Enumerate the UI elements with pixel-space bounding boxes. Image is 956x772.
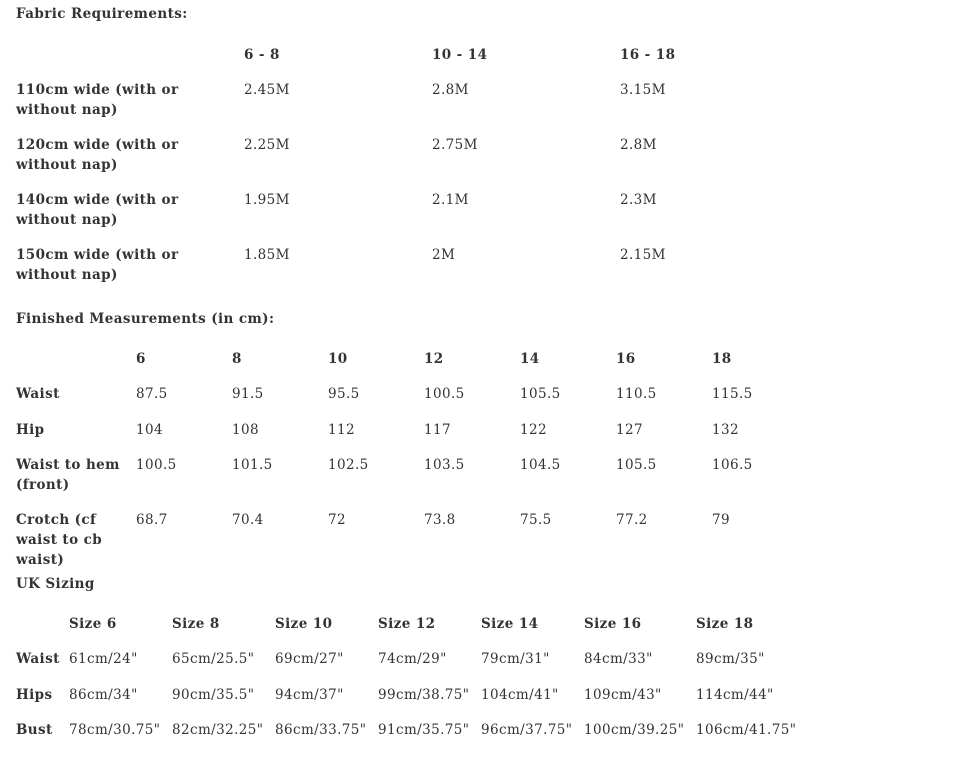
- finished-col-header: 6: [136, 351, 146, 367]
- finished-col-header: 14: [520, 351, 540, 367]
- fabric-cell: 2M: [432, 247, 456, 263]
- finished-cell: 68.7: [136, 512, 168, 528]
- fabric-heading: Fabric Requirements:: [16, 6, 188, 22]
- finished-row-label: Waist to hem (front): [16, 457, 120, 493]
- uk-col-header: Size 12: [378, 616, 436, 632]
- fabric-cell: 2.45M: [244, 82, 290, 98]
- fabric-cell: 2.3M: [620, 192, 657, 208]
- uk-col-header: Size 14: [481, 616, 539, 632]
- uk-cell: 104cm/41": [481, 687, 559, 703]
- finished-cell: 132: [712, 422, 739, 438]
- uk-col-header: Size 18: [696, 616, 754, 632]
- uk-cell: 61cm/24": [69, 651, 138, 667]
- finished-cell: 91.5: [232, 386, 264, 402]
- finished-cell: 115.5: [712, 386, 753, 402]
- finished-cell: 100.5: [424, 386, 465, 402]
- uk-cell: 91cm/35.75": [378, 722, 470, 738]
- finished-cell: 102.5: [328, 457, 369, 473]
- fabric-row-label: 120cm wide (with or without nap): [16, 137, 179, 173]
- fabric-cell: 3.15M: [620, 82, 666, 98]
- uk-cell: 114cm/44": [696, 687, 774, 703]
- uk-cell: 89cm/35": [696, 651, 765, 667]
- finished-cell: 77.2: [616, 512, 648, 528]
- finished-cell: 105.5: [520, 386, 561, 402]
- finished-cell: 110.5: [616, 386, 657, 402]
- uk-col-header: Size 8: [172, 616, 220, 632]
- uk-cell: 90cm/35.5": [172, 687, 255, 703]
- finished-cell: 87.5: [136, 386, 168, 402]
- finished-cell: 95.5: [328, 386, 360, 402]
- fabric-row-label: 150cm wide (with or without nap): [16, 247, 179, 283]
- finished-cell: 75.5: [520, 512, 552, 528]
- uk-cell: 79cm/31": [481, 651, 550, 667]
- finished-row-label: Waist: [16, 386, 60, 402]
- finished-cell: 79: [712, 512, 730, 528]
- finished-col-header: 18: [712, 351, 732, 367]
- fabric-row-label: 140cm wide (with or without nap): [16, 192, 179, 228]
- finished-col-header: 10: [328, 351, 348, 367]
- finished-cell: 112: [328, 422, 355, 438]
- fabric-cell: 1.85M: [244, 247, 290, 263]
- finished-cell: 122: [520, 422, 547, 438]
- uk-cell: 100cm/39.25": [584, 722, 685, 738]
- uk-cell: 94cm/37": [275, 687, 344, 703]
- uk-cell: 84cm/33": [584, 651, 653, 667]
- fabric-cell: 2.15M: [620, 247, 666, 263]
- uk-cell: 96cm/37.75": [481, 722, 573, 738]
- uk-row-label: Hips: [16, 687, 53, 703]
- finished-cell: 73.8: [424, 512, 456, 528]
- finished-cell: 70.4: [232, 512, 264, 528]
- finished-cell: 106.5: [712, 457, 753, 473]
- fabric-cell: 2.25M: [244, 137, 290, 153]
- uk-col-header: Size 16: [584, 616, 642, 632]
- finished-cell: 100.5: [136, 457, 177, 473]
- finished-row-label: Crotch (cf waist to cb waist): [16, 512, 103, 568]
- fabric-col-header: 10 - 14: [432, 47, 488, 63]
- uk-row-label: Waist: [16, 651, 60, 667]
- finished-col-header: 12: [424, 351, 444, 367]
- finished-cell: 103.5: [424, 457, 465, 473]
- uk-cell: 82cm/32.25": [172, 722, 264, 738]
- uk-cell: 86cm/34": [69, 687, 138, 703]
- finished-cell: 72: [328, 512, 346, 528]
- fabric-cell: 2.8M: [620, 137, 657, 153]
- finished-col-header: 8: [232, 351, 242, 367]
- fabric-row-label: 110cm wide (with or without nap): [16, 82, 179, 118]
- uk-col-header: Size 6: [69, 616, 117, 632]
- fabric-cell: 1.95M: [244, 192, 290, 208]
- finished-col-header: 16: [616, 351, 636, 367]
- uk-col-header: Size 10: [275, 616, 333, 632]
- uk-cell: 106cm/41.75": [696, 722, 797, 738]
- fabric-col-header: 16 - 18: [620, 47, 676, 63]
- fabric-cell: 2.1M: [432, 192, 469, 208]
- uk-cell: 78cm/30.75": [69, 722, 161, 738]
- finished-row-label: Hip: [16, 422, 45, 438]
- fabric-col-header: 6 - 8: [244, 47, 280, 63]
- fabric-cell: 2.8M: [432, 82, 469, 98]
- uk-cell: 65cm/25.5": [172, 651, 255, 667]
- finished-cell: 127: [616, 422, 643, 438]
- uk-heading: UK Sizing: [16, 576, 95, 592]
- uk-cell: 69cm/27": [275, 651, 344, 667]
- finished-heading: Finished Measurements (in cm):: [16, 311, 275, 327]
- fabric-cell: 2.75M: [432, 137, 478, 153]
- finished-cell: 108: [232, 422, 259, 438]
- finished-cell: 101.5: [232, 457, 273, 473]
- finished-cell: 104: [136, 422, 163, 438]
- uk-cell: 86cm/33.75": [275, 722, 367, 738]
- uk-cell: 109cm/43": [584, 687, 662, 703]
- finished-cell: 117: [424, 422, 451, 438]
- finished-cell: 104.5: [520, 457, 561, 473]
- uk-cell: 74cm/29": [378, 651, 447, 667]
- uk-row-label: Bust: [16, 722, 53, 738]
- uk-cell: 99cm/38.75": [378, 687, 470, 703]
- finished-cell: 105.5: [616, 457, 657, 473]
